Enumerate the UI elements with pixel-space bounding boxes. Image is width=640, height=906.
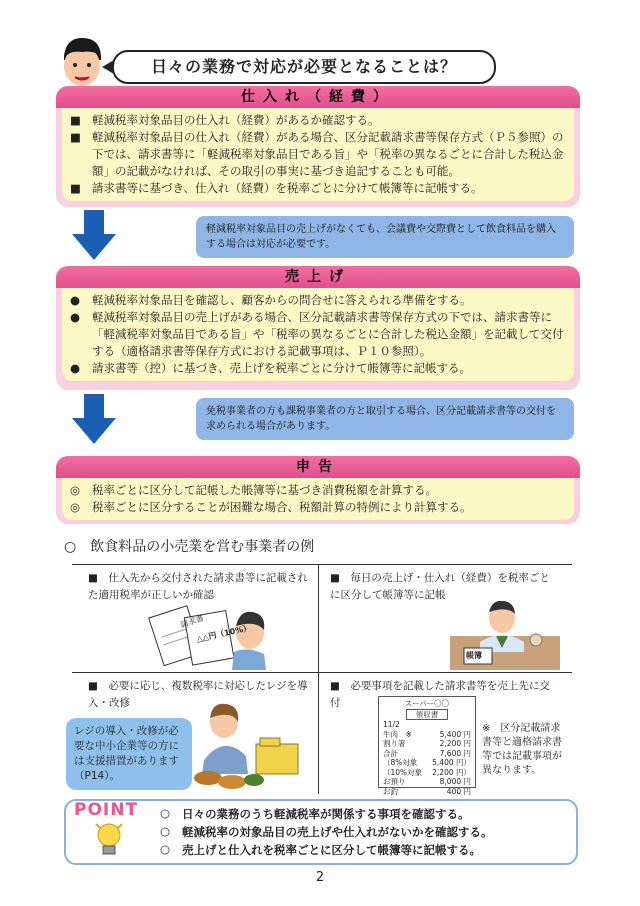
list-item: ● 軽減税率対象品目を確認し、顧客からの問合せに答えられる準備をする。	[70, 293, 472, 307]
example-cell-1: ■ 仕入先から交付された請求書等に記載された適用税率が正しいか確認	[88, 572, 308, 601]
point-item: ○ 軽減税率の対象品目の売上げや仕入れがないかを確認する。	[160, 824, 493, 839]
ledger-label: 帳簿	[466, 651, 482, 660]
divider	[72, 672, 572, 673]
section-body	[62, 288, 574, 381]
list-item: ■ 請求書等に基づき、仕入れ（経費）を税率ごとに分けて帳簿等に記帳する。	[70, 181, 483, 195]
point-label: POINT	[74, 800, 139, 820]
purchase-note: 軽減税率対象品目の売上げがなくても、会議費や交際費として飲食料品を購入する場合は対応が必要です。	[196, 216, 574, 258]
invoice-doc-label: 請求書	[179, 613, 205, 630]
receipt-date: 11/2	[383, 720, 400, 729]
receipt	[378, 696, 476, 796]
support-bubble: レジの導入・改修が必要な中小企業等の方には支援措置があります（P14）。	[66, 718, 192, 790]
receipt-store: スーパー〇〇	[404, 699, 450, 708]
receipt-line: 割り箸 2,200 円	[383, 739, 471, 748]
businessman-face-icon	[56, 34, 108, 90]
point-item: ○ 売上げと仕入れを税率ごとに区分して帳簿等に記帳する。	[160, 842, 481, 857]
receipt-line: 合計 7,600 円	[383, 748, 471, 758]
list-item: ● 軽減税率対象品目の売上げがある場合、区分記載請求書等保存方式の下では、請求書等に「軽減税率対象品目である旨」や「税率の異なるごとに合計した税込金額」を記載して交付する（適格請求書等保存方式における記載事項は、Ｐ１０参照）。	[70, 310, 564, 358]
list-item: ◎ 税率ごとに区分して記帳した帳簿等に基づき消費税額を計算する。	[70, 483, 437, 497]
receipt-line: お預り 8,000 円	[383, 777, 471, 786]
question-bubble: 日々の業務で対応が必要となることは？	[112, 50, 496, 84]
example-cell-3: ■ 必要に応じ、複数税率に対応したレジを導入・改修	[88, 680, 308, 709]
example-cell-2: ■ 毎日の売上げ・仕入れ（経費）を税率ごとに区分して帳簿等に記帳	[330, 572, 550, 601]
receipt-line: （8%対象 5,400 円）	[383, 758, 471, 767]
receipt-line: お釣 400 円	[383, 786, 471, 796]
sales-section	[56, 266, 580, 390]
receipt-line: （10%対象 2,200 円）	[383, 767, 471, 777]
list-item: ◎ 税率ごとに区分することが困難な場合、税額計算の特例により計算する。	[70, 500, 472, 514]
lightbulb-icon	[94, 820, 124, 860]
receipt-title: 領収書	[406, 709, 448, 721]
down-arrow-icon	[72, 210, 116, 260]
section-body	[62, 478, 574, 520]
filing-section	[56, 456, 580, 524]
invoice-doc-rate: △△円（10%）	[195, 623, 252, 644]
example-title: ○ 飲食料品の小売業を営む事業者の例	[64, 539, 315, 555]
section-title: 仕入れ（経費）	[56, 86, 580, 108]
sales-note: 免税事業者の方も課税事業者の方と取引する場合、区分記載請求書等の交付を求められる場合があります。	[196, 398, 574, 440]
example-cell-4: ■ 必要事項を記載した請求書等を売上先に交付	[330, 680, 550, 709]
section-title: 売上げ	[56, 266, 580, 288]
purchase-section	[56, 86, 580, 207]
list-item: ● 請求書等（控）に基づき、売上げを税率ごとに分けて帳簿等に記帳する。	[70, 361, 472, 375]
register-illustration	[186, 700, 306, 790]
list-item: ■ 軽減税率対象品目の仕入れ（経費）があるか確認する。	[70, 113, 380, 127]
page-number: 2	[315, 870, 325, 885]
list-item: ■ 軽減税率対象品目の仕入れ（経費）がある場合、区分記載請求書等保存方式（Ｐ５参照）の下では、請求書等に「軽減税率対象品目である旨」や「税率の異なるごとに合計した税込金額」の記載がなければ、その取引の事実に基づき追記することも可能。	[70, 130, 564, 178]
divider	[72, 564, 572, 565]
divider	[318, 564, 319, 794]
section-body	[62, 108, 574, 201]
down-arrow-icon	[72, 394, 116, 444]
aside-note: ※ 区分記載請求書等と適格請求書等では記載事項が異なります。	[482, 723, 562, 776]
section-title: 申告	[56, 456, 580, 478]
point-item: ○ 日々の業務のうち軽減税率が関係する事項を確認する。	[160, 806, 470, 821]
receipt-line: 牛肉 ※ 5,400 円	[383, 729, 471, 739]
